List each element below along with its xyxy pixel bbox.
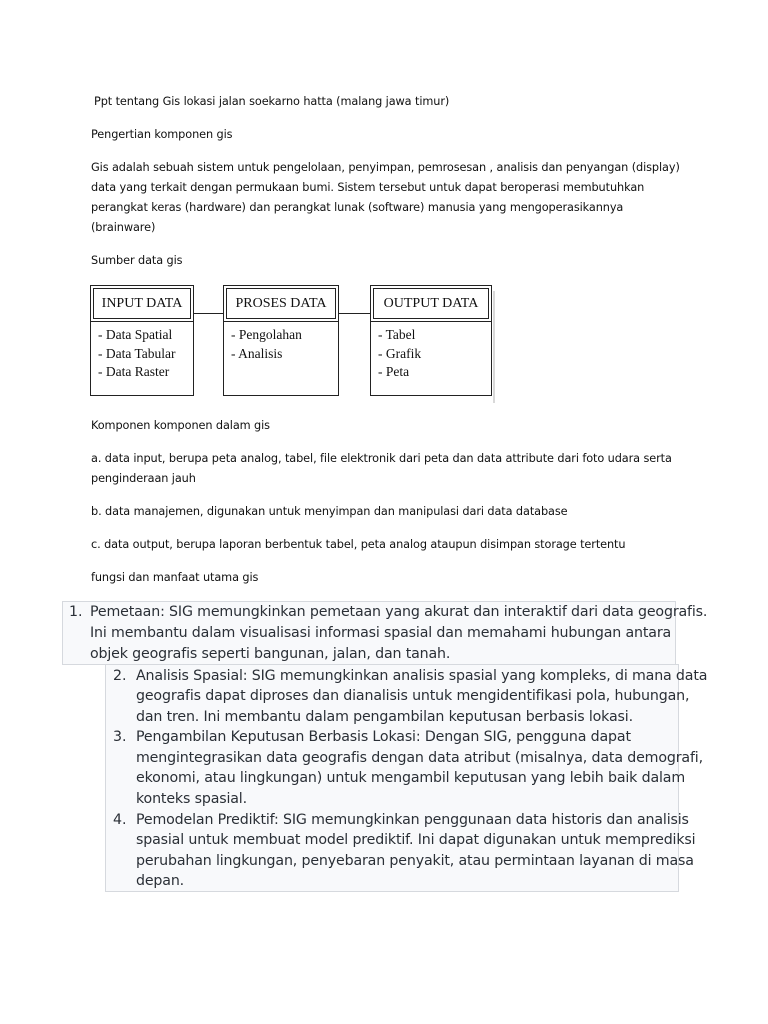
list-item-line: mengintegrasikan data geografis dengan data atribut (misalnya, data demografi, bbox=[136, 750, 703, 766]
section-heading-sumber-data: Sumber data gis bbox=[91, 254, 183, 267]
list-item-line: konteks spasial. bbox=[136, 791, 247, 807]
list-number: 1. bbox=[69, 604, 83, 620]
box-title: INPUT DATA bbox=[91, 286, 193, 322]
connector-line bbox=[338, 313, 371, 314]
list-number: 3. bbox=[113, 729, 127, 745]
box-item: - Grafik bbox=[378, 345, 422, 361]
list-number: 2. bbox=[113, 668, 127, 684]
connector-line bbox=[193, 313, 224, 314]
section-heading-komponen: Komponen komponen dalam gis bbox=[91, 419, 270, 432]
box-title: PROSES DATA bbox=[224, 286, 338, 322]
list-item-line: geografis dapat diproses dan dianalisis untuk mengidentifikasi pola, hubungan, bbox=[136, 688, 690, 704]
list-item-line: Pemodelan Prediktif: SIG memungkinkan penggunaan data historis dan analisis bbox=[136, 812, 689, 828]
list-item-line: Ini membantu dalam visualisasi informasi spasial dan memahami hubungan antara bbox=[90, 625, 672, 641]
document-title: Ppt tentang Gis lokasi jalan soekarno hatta (malang jawa timur) bbox=[94, 95, 450, 108]
box-item: - Data Spatial bbox=[98, 327, 173, 342]
diagram-box-output bbox=[370, 285, 492, 396]
box-item: - Pengolahan bbox=[231, 327, 302, 342]
list-item-line: perubahan lingkungan, penyebaran penyakit, atau permintaan layanan di masa bbox=[136, 853, 694, 869]
list-item-line: objek geografis seperti bangunan, jalan, dan tanah. bbox=[90, 646, 451, 662]
list-item-line: Pengambilan Keputusan Berbasis Lokasi: Dengan SIG, pengguna dapat bbox=[136, 729, 631, 745]
paragraph-line: (brainware) bbox=[91, 221, 156, 234]
box-item: - Data Raster bbox=[98, 364, 170, 379]
section-heading-fungsi: fungsi dan manfaat utama gis bbox=[91, 571, 259, 584]
section-heading-pengertian: Pengertian komponen gis bbox=[91, 128, 233, 141]
data-flow-diagram bbox=[90, 285, 495, 403]
component-c: c. data output, berupa laporan berbentuk tabel, peta analog ataupun disimpan storage tertentu bbox=[91, 538, 626, 551]
list-item-line: Analisis Spasial: SIG memungkinkan analisis spasial yang kompleks, di mana data bbox=[136, 668, 708, 684]
box-item: - Data Tabular bbox=[98, 345, 176, 361]
paragraph-line: Gis adalah sebuah sistem untuk pengelolaan, penyimpan, pemrosesan , analisis dan penyangan (display) bbox=[91, 161, 680, 174]
list-item-line: Pemetaan: SIG memungkinkan pemetaan yang akurat dan interaktif dari data geografis. bbox=[90, 604, 708, 620]
paragraph-line: data yang terkait dengan permukaan bumi. Sistem tersebut untuk dapat beroperasi membutuhkan bbox=[91, 181, 645, 194]
box-item: - Peta bbox=[378, 364, 410, 379]
box-title: OUTPUT DATA bbox=[371, 286, 491, 322]
component-a-line: penginderaan jauh bbox=[91, 472, 196, 485]
diagram-box-input bbox=[90, 285, 194, 396]
list-item-line: spasial untuk membuat model prediktif. Ini dapat digunakan untuk memprediksi bbox=[136, 832, 696, 848]
diagram-shadow bbox=[493, 291, 495, 403]
component-a-line: a. data input, berupa peta analog, tabel, file elektronik dari peta dan data attribute dari foto udara serta bbox=[91, 452, 672, 465]
diagram-box-proses bbox=[223, 285, 339, 396]
paragraph-line: perangkat keras (hardware) dan perangkat lunak (software) manusia yang mengoperasikannya bbox=[91, 201, 624, 214]
list-item-line: dan tren. Ini membantu dalam pengambilan keputusan berbasis lokasi. bbox=[136, 709, 633, 725]
box-item: - Analisis bbox=[231, 345, 283, 361]
list-number: 4. bbox=[113, 812, 127, 828]
box-item: - Tabel bbox=[378, 327, 416, 342]
list-item-line: depan. bbox=[136, 873, 185, 889]
component-b: b. data manajemen, digunakan untuk menyimpan dan manipulasi dari data database bbox=[91, 505, 568, 518]
list-item-line: ekonomi, atau lingkungan) untuk mengambil keputusan yang lebih baik dalam bbox=[136, 770, 685, 786]
